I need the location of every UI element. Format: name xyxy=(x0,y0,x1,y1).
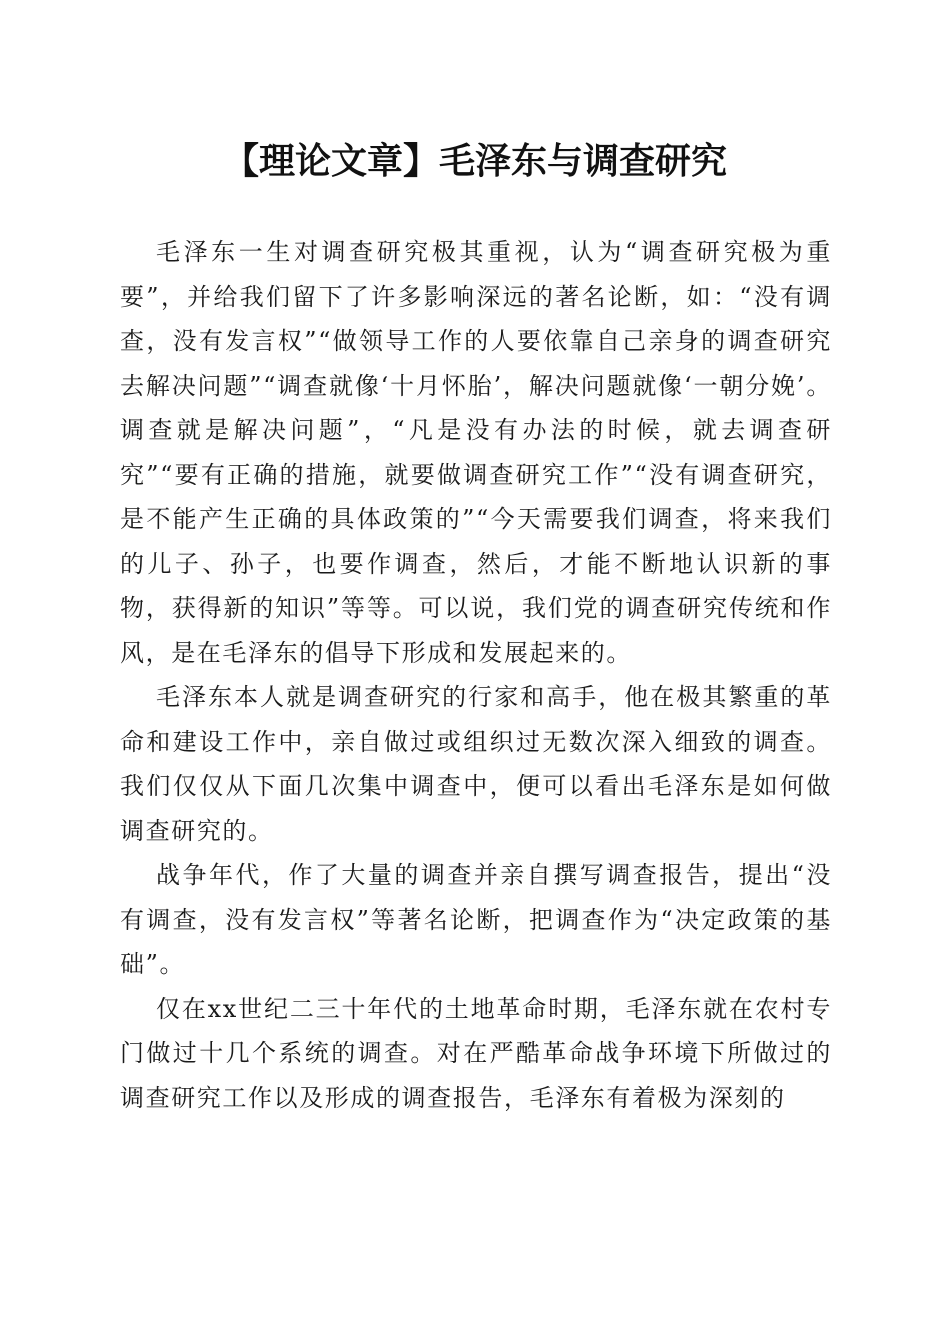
paragraph: 毛泽东一生对调查研究极其重视，认为“调查研究极为重要”，并给我们留下了许多影响深远的著名论断，如：“没有调查，没有发言权”“做领导工作的人要依靠自己亲身的调查研究去解决问题”“调查就像‘十月怀胎’，解决问题就像‘一朝分娩’。调查就是解决问题”，“凡是没有办法的时候，就去调查研究”“要有正确的措施，就要做调查研究工作”“没有调查研究，是不能产生正确的具体政策的”“今天需要我们调查，将来我们的儿子、孙子，也要作调查，然后，才能不断地认识新的事物，获得新的知识”等等。可以说，我们党的调查研究传统和作风，是在毛泽东的倡导下形成和发展起来的。 xyxy=(120,238,832,667)
paragraph: 毛泽东本人就是调查研究的行家和高手，他在极其繁重的革命和建设工作中，亲自做过或组织过无数次深入细致的调查。我们仅仅从下面几次集中调查中，便可以看出毛泽东是如何做调查研究的。 xyxy=(120,683,832,845)
paragraph: 战争年代，作了大量的调查并亲自撰写调查报告，提出“没有调查，没有发言权”等著名论断，把调查作为“决定政策的基础”。 xyxy=(120,861,832,978)
document-body xyxy=(120,230,832,1120)
paragraph: 仅在xx世纪二三十年代的土地革命时期，毛泽东就在农村专门做过十几个系统的调查。对在严酷革命战争环境下所做过的调查研究工作以及形成的调查报告，毛泽东有着极为深刻的 xyxy=(120,994,832,1112)
document-title: 【理论文章】毛泽东与调查研究 xyxy=(222,140,727,182)
